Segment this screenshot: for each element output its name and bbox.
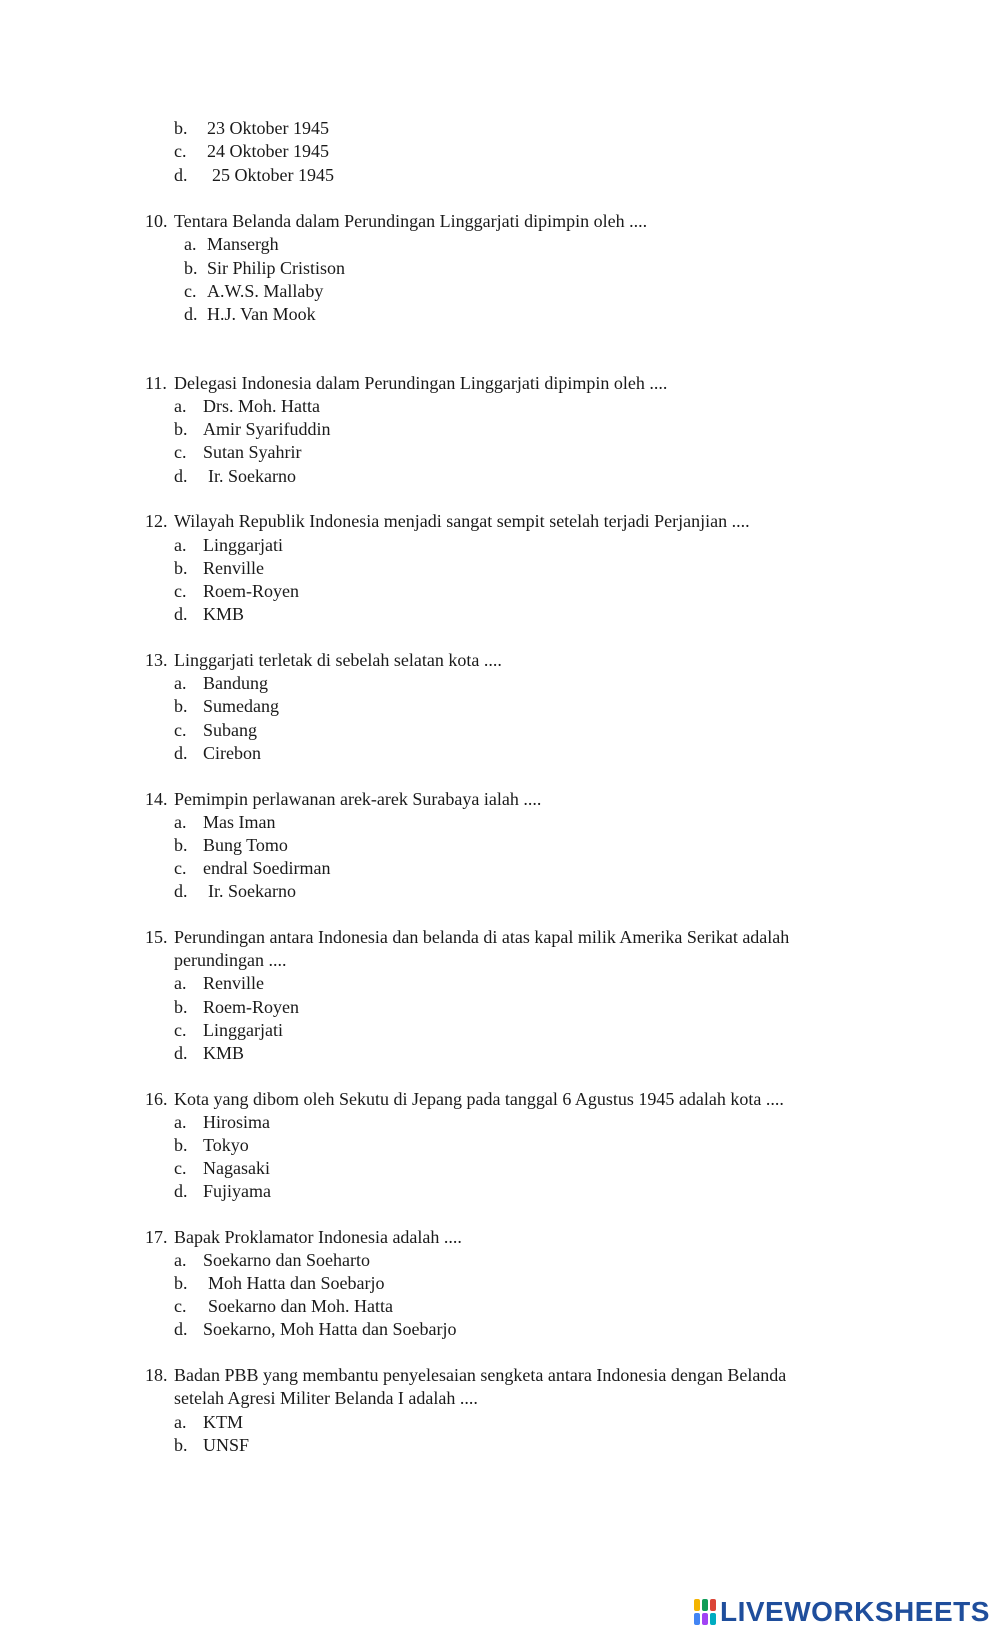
option-letter: c.	[174, 858, 187, 878]
option-letter: d.	[174, 743, 188, 763]
option-text: Soekarno dan Soeharto	[203, 1250, 370, 1270]
option-text: Roem-Royen	[203, 581, 299, 601]
option-letter: c.	[174, 1020, 187, 1040]
question-text: Kota yang dibom oleh Sekutu di Jepang pada tanggal 6 Agustus 1945 adalah kota ....	[174, 1089, 784, 1109]
question-text: Pemimpin perlawanan arek-arek Surabaya ialah ....	[174, 789, 542, 809]
question-number: 16.	[145, 1089, 168, 1109]
option-letter: a.	[174, 973, 187, 993]
option-letter: b.	[174, 696, 188, 716]
option-text: Tokyo	[203, 1135, 249, 1155]
option-text: A.W.S. Mallaby	[207, 281, 324, 301]
question-text: Badan PBB yang membantu penyelesaian sengketa antara Indonesia dengan Belanda	[174, 1365, 787, 1385]
option-text: Drs. Moh. Hatta	[203, 396, 320, 416]
option-text: Bandung	[203, 673, 268, 693]
option-letter: d.	[174, 1319, 188, 1339]
option-text: Linggarjati	[203, 535, 283, 555]
option-text: Mansergh	[207, 234, 279, 254]
option-text: KTM	[203, 1412, 243, 1432]
option-letter: b.	[174, 118, 188, 138]
question-text: Linggarjati terletak di sebelah selatan kota ....	[174, 650, 502, 670]
question-text: Bapak Proklamator Indonesia adalah ....	[174, 1227, 462, 1247]
option-letter: d.	[184, 304, 198, 324]
option-text: Linggarjati	[203, 1020, 283, 1040]
option-letter: d.	[174, 604, 188, 624]
option-letter: c.	[184, 281, 197, 301]
option-letter: b.	[174, 419, 188, 439]
option-letter: a.	[174, 1412, 187, 1432]
option-letter: b.	[184, 258, 198, 278]
option-text: KMB	[203, 1043, 245, 1063]
option-letter: c.	[174, 720, 187, 740]
question-number: 14.	[145, 789, 168, 809]
option-text: Moh Hatta dan Soebarjo	[208, 1273, 385, 1293]
option-letter: b.	[174, 1135, 188, 1155]
option-letter: a.	[174, 812, 187, 832]
question-text: Perundingan antara Indonesia dan belanda di atas kapal milik Amerika Serikat adalah	[174, 927, 790, 947]
option-letter: b.	[174, 1435, 188, 1455]
logo-grid-icon	[694, 1599, 716, 1625]
option-text: Sir Philip Cristison	[207, 258, 346, 278]
option-text: Ir. Soekarno	[208, 881, 296, 901]
question-text-continued: perundingan ....	[174, 950, 287, 970]
question-number: 11.	[145, 373, 167, 393]
option-letter: b.	[174, 997, 188, 1017]
question-text: Tentara Belanda dalam Perundingan Linggarjati dipimpin oleh ....	[174, 211, 648, 231]
option-letter: d.	[174, 1181, 188, 1201]
option-letter: c.	[174, 581, 187, 601]
question-number: 10.	[145, 211, 168, 231]
option-text: endral Soedirman	[203, 858, 331, 878]
question-number: 12.	[145, 511, 168, 531]
option-letter: d.	[174, 881, 188, 901]
option-text: Nagasaki	[203, 1158, 270, 1178]
option-letter: d.	[174, 466, 188, 486]
question-number: 15.	[145, 927, 168, 947]
option-letter: d.	[174, 1043, 188, 1063]
option-letter: b.	[174, 558, 188, 578]
option-letter: b.	[174, 835, 188, 855]
question-number: 17.	[145, 1227, 168, 1247]
question-text: Wilayah Republik Indonesia menjadi sangat sempit setelah terjadi Perjanjian ....	[174, 511, 750, 531]
option-text: Ir. Soekarno	[208, 466, 296, 486]
option-text: UNSF	[203, 1435, 250, 1455]
option-text: Sutan Syahrir	[203, 442, 302, 462]
option-text: Hirosima	[203, 1112, 270, 1132]
option-letter: a.	[174, 1112, 187, 1132]
option-text: Subang	[203, 720, 257, 740]
option-letter: d.	[174, 165, 188, 185]
option-letter: b.	[174, 1273, 188, 1293]
option-text: KMB	[203, 604, 245, 624]
question-text: Delegasi Indonesia dalam Perundingan Linggarjati dipimpin oleh ....	[174, 373, 668, 393]
option-letter: a.	[174, 673, 187, 693]
option-letter: c.	[174, 1158, 187, 1178]
option-text: H.J. Van Mook	[207, 304, 316, 324]
logo-text: LIVEWORKSHEETS	[720, 1596, 990, 1627]
option-letter: a.	[184, 234, 197, 254]
option-text: Soekarno, Moh Hatta dan Soebarjo	[203, 1319, 457, 1339]
option-text: 24 Oktober 1945	[207, 141, 329, 161]
option-text: Bung Tomo	[203, 835, 288, 855]
option-letter: c.	[174, 1296, 187, 1316]
option-text: 25 Oktober 1945	[212, 165, 334, 185]
option-text: Renville	[203, 558, 264, 578]
option-text: Sumedang	[203, 696, 279, 716]
option-text: Fujiyama	[203, 1181, 271, 1201]
option-text: Mas Iman	[203, 812, 276, 832]
option-letter: c.	[174, 141, 187, 161]
option-text: Soekarno dan Moh. Hatta	[208, 1296, 393, 1316]
question-number: 13.	[145, 650, 168, 670]
option-letter: c.	[174, 442, 187, 462]
option-letter: a.	[174, 535, 187, 555]
option-text: 23 Oktober 1945	[207, 118, 329, 138]
option-letter: a.	[174, 1250, 187, 1270]
option-text: Renville	[203, 973, 264, 993]
option-text: Roem-Royen	[203, 997, 299, 1017]
option-text: Cirebon	[203, 743, 261, 763]
option-letter: a.	[174, 396, 187, 416]
question-number: 18.	[145, 1365, 168, 1385]
liveworksheets-logo	[694, 1597, 990, 1627]
question-text-continued: setelah Agresi Militer Belanda I adalah ....	[174, 1388, 478, 1408]
option-text: Amir Syarifuddin	[203, 419, 331, 439]
